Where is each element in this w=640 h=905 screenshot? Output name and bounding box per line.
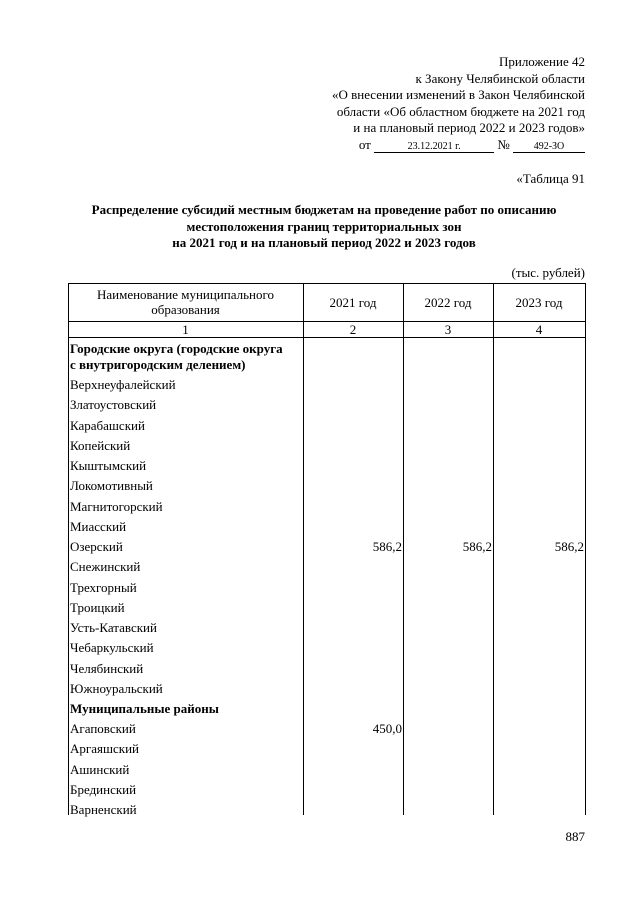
law-reference: к Закону Челябинской области [415, 70, 585, 86]
table-row [68, 638, 586, 658]
column-number-3: 3 [444, 322, 452, 337]
section-title-line-2: с внутригородским делением) [70, 357, 246, 372]
municipality-name: Чебаркульский [70, 640, 154, 656]
column-number-1: 1 [182, 322, 189, 337]
municipality-name: Златоустовский [70, 397, 157, 413]
table-row [68, 395, 586, 415]
table-row [68, 375, 586, 395]
municipality-name: Карабашский [70, 417, 145, 433]
table-row [68, 719, 586, 739]
table-row [68, 679, 586, 699]
column-header-2022: 2022 год [424, 294, 472, 310]
column-number-2: 2 [349, 322, 357, 337]
section-title: Муниципальные районы [70, 701, 219, 716]
table-row [68, 618, 586, 638]
table-row [68, 780, 586, 800]
law-title-line-2: области «Об областном бюджете на 2021 год [336, 103, 585, 119]
table-row [68, 578, 586, 598]
value-2023: 586,2 [554, 539, 584, 554]
document-header [285, 54, 585, 153]
date-number-line [285, 137, 585, 154]
municipality-name: Усть-Катавский [70, 620, 157, 635]
value-2021: 586,2 [372, 539, 402, 554]
from-label: от [358, 136, 371, 152]
column-number-4: 4 [535, 322, 543, 337]
table-row [68, 800, 586, 820]
municipality-name: Верхнеуфалейский [70, 377, 176, 392]
table-row [68, 456, 586, 476]
municipality-name: Брединский [70, 781, 137, 797]
municipality-name: Аргаяшский [70, 741, 139, 757]
title-line-2: местоположения границ территориальных зон [186, 218, 462, 234]
appendix-label: Приложение 42 [498, 54, 585, 69]
table-row [68, 537, 586, 557]
page-title [62, 202, 586, 252]
table-row [68, 760, 586, 780]
law-number: 492-ЗО [513, 141, 585, 153]
section-urban-districts [68, 339, 586, 375]
law-title-line-3: и на плановый период 2022 и 2023 годов» [353, 120, 585, 135]
title-line-3: на 2021 год и на плановый период 2022 и 2023 годов [172, 235, 476, 250]
column-header-2023: 2023 год [515, 294, 563, 310]
municipality-name: Варненский [70, 802, 137, 817]
table-row [68, 739, 586, 759]
municipality-name: Южноуральский [70, 680, 163, 696]
section-title-line-1: Городские округа (городские округа [70, 341, 283, 356]
law-date: 23.12.2021 г. [374, 141, 494, 153]
municipality-name: Агаповский [70, 721, 136, 736]
municipality-name: Кыштымский [70, 458, 147, 473]
municipality-name: Снежинский [70, 559, 141, 575]
municipality-name: Магнитогорский [70, 498, 163, 514]
municipality-name: Ашинский [70, 761, 130, 777]
municipality-name: Локомотивный [70, 478, 153, 494]
table-row [68, 416, 586, 436]
table-row [68, 557, 586, 577]
municipality-name: Трехгорный [70, 579, 137, 595]
municipality-name: Копейский [70, 437, 131, 453]
table-row [68, 517, 586, 537]
table-row [68, 436, 586, 456]
value-2021: 450,0 [372, 721, 402, 736]
municipality-name: Челябинский [70, 660, 144, 676]
table-row [68, 497, 586, 517]
units-label: (тыс. рублей) [511, 265, 585, 280]
municipality-name: Миасский [70, 518, 127, 534]
value-2022: 586,2 [462, 539, 492, 554]
number-label: № [497, 136, 510, 152]
table-reference: «Таблица 91 [516, 171, 585, 186]
section-municipal-districts [68, 699, 586, 719]
subsidy-table [68, 283, 586, 815]
municipality-name: Озерский [70, 539, 123, 554]
title-line-1: Распределение субсидий местным бюджетам на проведение работ по описанию [91, 202, 557, 217]
column-header-2021: 2021 год [329, 294, 377, 310]
page-number: 887 [565, 829, 585, 844]
table-row [68, 598, 586, 618]
table-row [68, 476, 586, 496]
column-header-name: Наименование муниципального образования [96, 287, 275, 317]
table-row [68, 659, 586, 679]
municipality-name: Троицкий [70, 599, 125, 615]
law-title-line-1: «О внесении изменений в Закон Челябинской [331, 87, 585, 102]
